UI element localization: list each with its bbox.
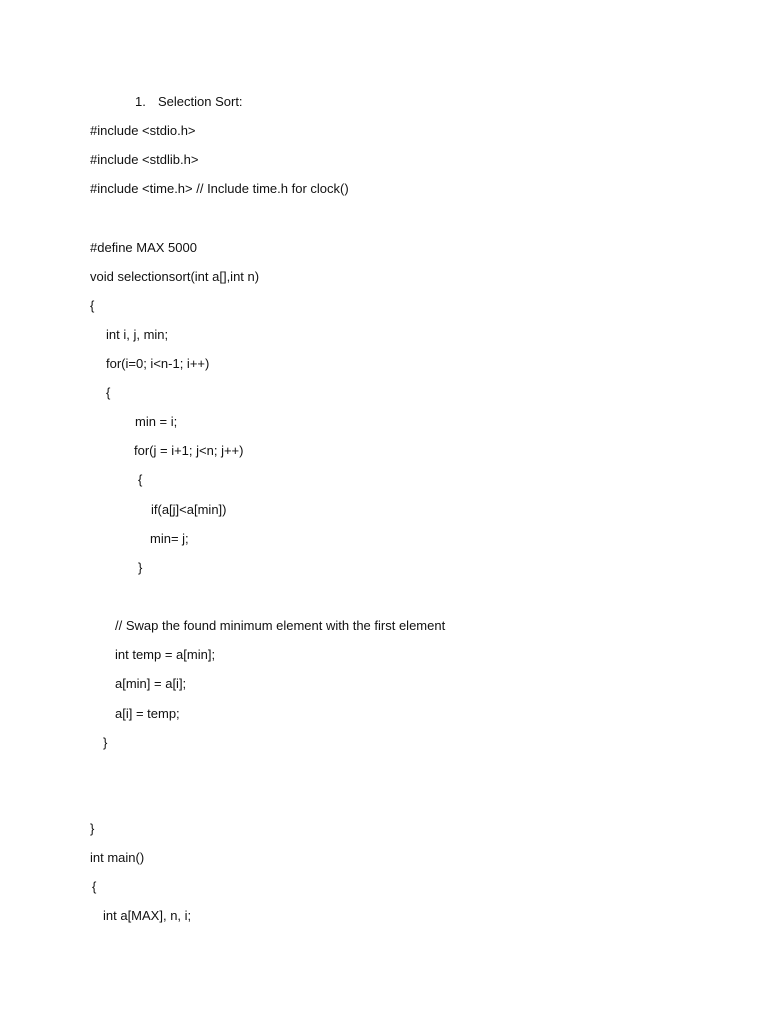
code-line: #define MAX 5000	[90, 240, 197, 255]
code-line: {	[138, 472, 143, 487]
code-line: void selectionsort(int a[],int n)	[90, 269, 260, 284]
code-line: if(a[j]<a[min])	[151, 502, 227, 517]
section-heading: Selection Sort:	[158, 94, 243, 109]
code-line: }	[90, 821, 95, 836]
code-line: int temp = a[min];	[115, 647, 216, 662]
code-line: min= j;	[150, 531, 189, 546]
code-line: #include <stdlib.h>	[90, 152, 199, 167]
code-line: a[i] = temp;	[115, 706, 180, 721]
code-line: for(j = i+1; j<n; j++)	[134, 443, 244, 458]
code-line: {	[106, 385, 111, 400]
list-number: 1.	[135, 94, 146, 109]
code-line: #include <time.h> // Include time.h for clock()	[90, 181, 349, 196]
code-line: int i, j, min;	[106, 327, 169, 342]
code-line: {	[92, 879, 97, 894]
code-line: int a[MAX], n, i;	[103, 908, 192, 923]
code-line: a[min] = a[i];	[115, 676, 187, 691]
code-line: }	[138, 560, 143, 575]
code-line: {	[90, 298, 95, 313]
code-line: int main()	[90, 850, 145, 865]
code-comment: // Swap the found minimum element with the first element	[115, 618, 446, 633]
code-line: #include <stdio.h>	[90, 123, 196, 138]
code-line: min = i;	[135, 414, 178, 429]
code-line: for(i=0; i<n-1; i++)	[106, 356, 210, 371]
code-line: }	[103, 735, 108, 750]
